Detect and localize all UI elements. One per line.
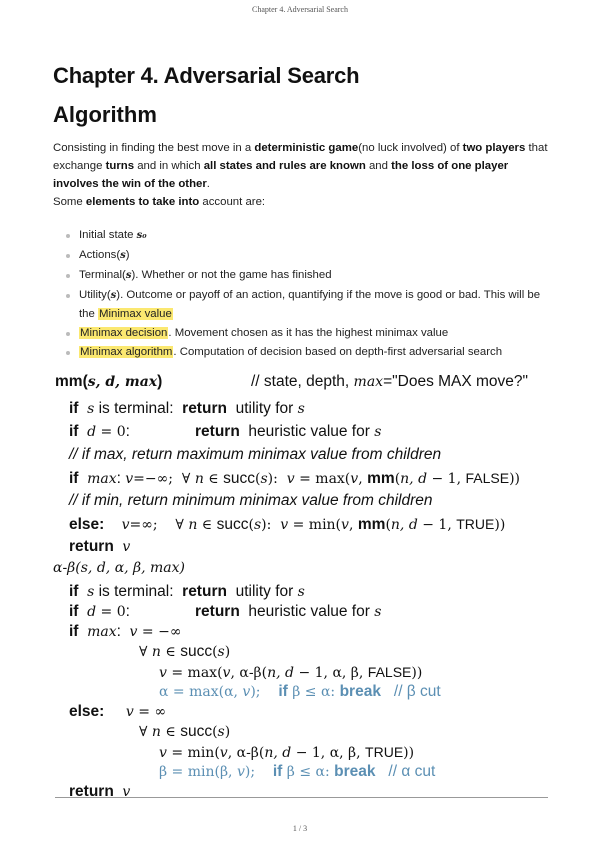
list-item: Utility(s). Outcome or payoff of an action, quantifying if the move is good or bad. This will be the Minimax value: [53, 286, 548, 323]
highlight: Minimax decision: [80, 327, 168, 339]
list-item: Actions(s): [53, 246, 548, 265]
ab-line-terminal: if s is terminal: return utility for s: [69, 583, 305, 600]
list-item: Terminal(s). Whether or not the game has finished: [53, 266, 548, 285]
list-item: Minimax decision. Movement chosen as it has the highest minimax value: [53, 324, 548, 342]
mm-line-terminal: if s is terminal: return utility for s: [69, 400, 305, 417]
pseudocode-figure: [53, 372, 550, 800]
list-item: Minimax algorithm. Computation of decision based on depth-first adversarial search: [53, 343, 548, 361]
horizontal-rule: [55, 797, 548, 798]
mm-comment-max: // if max, return maximum minimax value from children: [69, 446, 442, 463]
ab-line-forall-2: ∀ n ∈ succ(s): [139, 723, 231, 740]
ab-line-depth: if d = 0: return heuristic value for s: [69, 603, 382, 620]
mm-line-depth: if d = 0: return heuristic value for s: [69, 423, 382, 440]
highlight: Minimax value: [99, 308, 172, 320]
mm-comment-min: // if min, return minimum minimax value from children: [69, 492, 433, 509]
intro-paragraph: Consisting in finding the best move in a deterministic game(no luck involved) of two players that exchange turns and in which all states and rules are known and the loss of one player involves the win of the other. Some elements to take into account are:: [53, 142, 548, 208]
section-title: Algorithm: [53, 102, 157, 127]
mm-line-return: return v: [69, 538, 131, 555]
ab-signature: α-β(s, d, α, β, max): [53, 560, 186, 576]
running-header: Chapter 4. Adversarial Search: [252, 5, 348, 14]
ab-line-beta-update: β = min(β, v); if β ≤ α: break // α cut: [159, 763, 436, 780]
mm-signature: mm(s, d, max) // state, depth, max="Does MAX move?": [55, 373, 529, 390]
page-title: Chapter 4. Adversarial Search: [53, 63, 360, 88]
ab-line-else: else: v = ∞: [69, 703, 167, 720]
page-number: 1 / 3: [292, 824, 308, 833]
ab-line-forall-1: ∀ n ∈ succ(s): [139, 643, 231, 660]
ab-line-alpha-update: α = max(α, v); if β ≤ α: break // β cut: [159, 683, 441, 700]
mm-line-else: else: v=∞; ∀ n ∈ succ(s): v = min(v, mm(n, d − 1, TRUE)): [69, 516, 506, 533]
ab-line-max: if max: v = −∞: [69, 623, 182, 640]
list-item: Initial state s₀: [53, 226, 548, 245]
ab-line-update-max: v = max(v, α-β(n, d − 1, α, β, FALSE)): [159, 664, 423, 681]
mm-line-max: if max: v=−∞; ∀ n ∈ succ(s): v = max(v, mm(n, d − 1, FALSE)): [69, 470, 521, 487]
ab-line-return: return v: [69, 783, 131, 800]
highlight: Minimax algorithm: [80, 346, 173, 358]
ab-line-update-min: v = min(v, α-β(n, d − 1, α, β, TRUE)): [159, 744, 415, 761]
elements-list: [53, 226, 548, 362]
